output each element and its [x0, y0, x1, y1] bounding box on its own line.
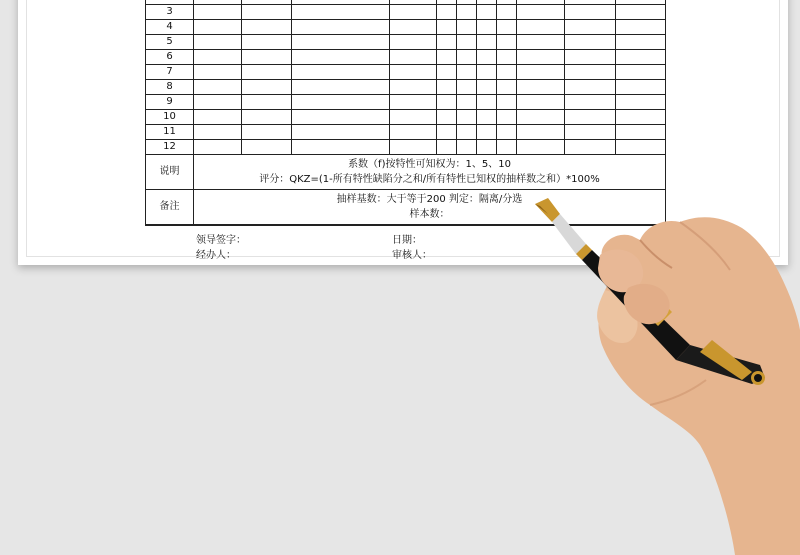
remark-line-2: 样本数： [409, 209, 450, 220]
row-number: 5 [146, 35, 194, 50]
note-label: 说明 [146, 155, 194, 190]
remark-label: 备注 [146, 190, 194, 226]
handler-label: 经办人： [196, 250, 236, 261]
remark-line-1: 抽样基数：大于等于200 判定：隔离/分选 [336, 194, 523, 205]
row-number: 8 [146, 80, 194, 95]
row-number: 9 [146, 95, 194, 110]
row-number: 7 [146, 65, 194, 80]
row-number: 4 [146, 20, 194, 35]
row-number: 3 [146, 5, 194, 20]
reviewer-label: 审核人： [392, 250, 432, 261]
date-label: 日期： [392, 235, 422, 246]
note-line-1: 系数（f)按特性可知权为：1、5、10 [348, 159, 511, 170]
note-line-2: 评分：QKZ=(1-所有特性缺陷分之和/所有特性已知权的抽样数之和）*100% [259, 174, 600, 185]
row-number: 11 [146, 125, 194, 140]
row-number: 10 [146, 110, 194, 125]
leader-sign-label: 领导签字： [196, 235, 246, 246]
row-number: 12 [146, 140, 194, 155]
row-number: 6 [146, 50, 194, 65]
